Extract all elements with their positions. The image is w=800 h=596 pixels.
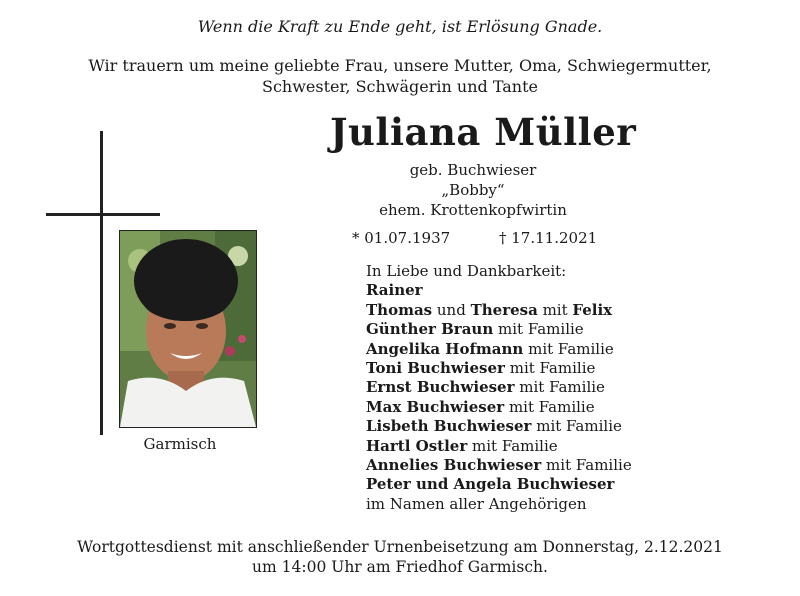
mourner-name: Ernst Buchwieser [366, 378, 515, 397]
mourner-line [366, 359, 766, 378]
mourner-relation: und [432, 300, 471, 319]
mourner-relation: mit Familie [467, 436, 558, 455]
motto-verse: Wenn die Kraft zu Ende geht, ist Erlösung Gnade. [197, 17, 603, 36]
mourner-name: Annelies Buchwieser [366, 456, 542, 475]
mourner-relation: mit Familie [504, 359, 596, 378]
cross-icon [100, 131, 103, 435]
mourner-line [366, 281, 766, 300]
service-line-2: um 14:00 Uhr am Friedhof Garmisch. [252, 558, 548, 576]
mourner-line [366, 437, 766, 456]
birth-date: * 01.07.1937 [352, 229, 451, 247]
mourner-lines [366, 281, 766, 494]
mourner-relation: mit Familie [531, 417, 622, 436]
intro-text [0, 55, 800, 97]
mourner-name: Theresa [470, 300, 538, 319]
mourner-name: Günther Braun [366, 320, 494, 339]
mourner-name: Hartl Ostler [366, 436, 468, 455]
mourner-name: Max Buchwieser [366, 397, 505, 416]
birth-name: geb. Buchwieser [409, 161, 537, 179]
intro-line-2: Schwester, Schwägerin und Tante [262, 77, 538, 96]
mourners-list [366, 262, 766, 514]
mourner-name: Thomas [366, 300, 433, 319]
mourner-name: Felix [572, 300, 613, 319]
mourner-line [366, 417, 766, 436]
mourner-line [366, 320, 766, 339]
cross-icon-beam [46, 213, 160, 216]
deceased-details [330, 160, 616, 220]
mourner-name: Peter und Angela Buchwieser [366, 475, 615, 494]
mourners-closing: im Namen aller Angehörigen [366, 494, 587, 513]
mourner-line [366, 456, 766, 475]
mourner-name: Angelika Hofmann [366, 339, 524, 358]
mourner-relation: mit Familie [523, 339, 614, 358]
service-line-1: Wortgottesdienst mit anschließender Urnenbeisetzung am Donnerstag, 2.12.2021 [77, 538, 723, 556]
mourner-line [366, 378, 766, 397]
photo-caption: Garmisch [143, 435, 217, 453]
mourner-line [366, 340, 766, 359]
deceased-name: Juliana Müller [330, 110, 637, 154]
mourner-name: Toni Buchwieser [366, 359, 505, 378]
mourner-relation: mit Familie [541, 456, 632, 475]
mourners-heading: In Liebe und Dankbarkeit: [366, 262, 567, 280]
mourner-line [366, 301, 766, 320]
portrait-image [120, 231, 256, 427]
mourner-relation: mit [537, 300, 573, 319]
mourner-line [366, 398, 766, 417]
portrait-photo [119, 230, 257, 428]
occupation: ehem. Krottenkopfwirtin [379, 201, 567, 219]
mourner-line [366, 475, 766, 494]
death-date: † 17.11.2021 [499, 229, 598, 247]
mourner-name: Lisbeth Buchwieser [366, 417, 532, 436]
mourner-name: Rainer [366, 281, 423, 300]
mourner-relation: mit Familie [493, 320, 584, 339]
service-info [0, 537, 800, 577]
mourner-relation: mit Familie [504, 397, 595, 416]
intro-line-1: Wir trauern um meine geliebte Frau, unsere Mutter, Oma, Schwiegermutter, [88, 56, 712, 75]
mourner-relation: mit Familie [514, 378, 605, 397]
nickname: „Bobby“ [441, 181, 505, 199]
